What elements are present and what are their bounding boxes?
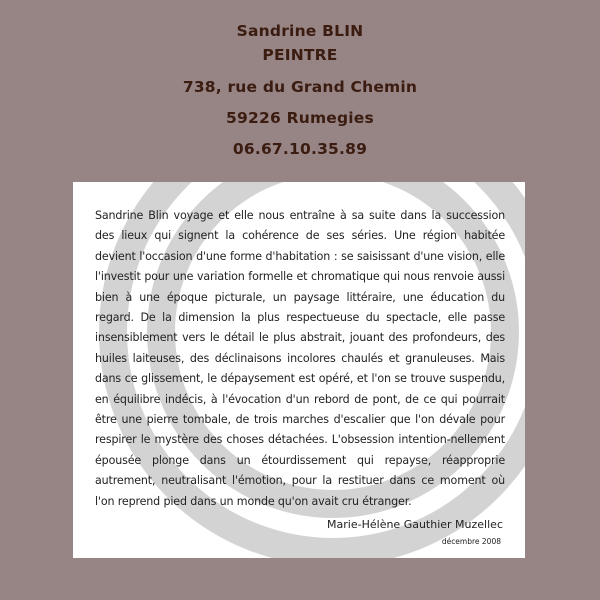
phone-number: 06.67.10.35.89 (232, 140, 368, 158)
author-signature: Marie-Hélène Gauthier Muzellec (327, 518, 503, 531)
article-paragraph: Sandrine Blin voyage et elle nous entraîne à sa suite dans la succession des lieux qui signent la cohérence de ses séries. Une région habitée devient l'occasion d'une forme d'habitation : se saisissant d'une vision, elle l'investit pour une variation formelle et chromatique qui nous renvoie aussi bien à une époque picturale, un paysage littéraire, une éducation du regard. De la dimension la plus respectueuse du spectacle, elle passe insensiblement vers le détail le plus abstrait, jouant des profondeurs, des huiles laiteuses, des déclinaisons incolores chaulés et granuleuses. Mais dans ce glissement, le dépaysement est opéré, et l'on se trouve suspendu, en équilibre indécis, à l'évocation d'un rebord de pont, de ce qui pourrait être une pierre tombale, de trois marches d'escalier que l'on dévale pour respirer le mystère des choses détachées. L'obsession intention-nellement épousée plonge dans un étourdissement qui repayse, réapproprie autrement, neutralisant l'émotion, pour la restituer dans ce moment où l'on reprend pied dans un monde qu'on avait cru étranger. (95, 209, 505, 508)
address-city: 59226 Rumegies (226, 109, 374, 127)
artist-name: Sandrine BLIN (236, 22, 364, 40)
article-body (95, 206, 505, 512)
article-date: décembre 2008 (441, 537, 501, 546)
text-card (73, 182, 525, 558)
contact-header (0, 22, 600, 158)
artist-profession: PEINTRE (262, 46, 338, 64)
address-street: 738, rue du Grand Chemin (182, 78, 418, 96)
